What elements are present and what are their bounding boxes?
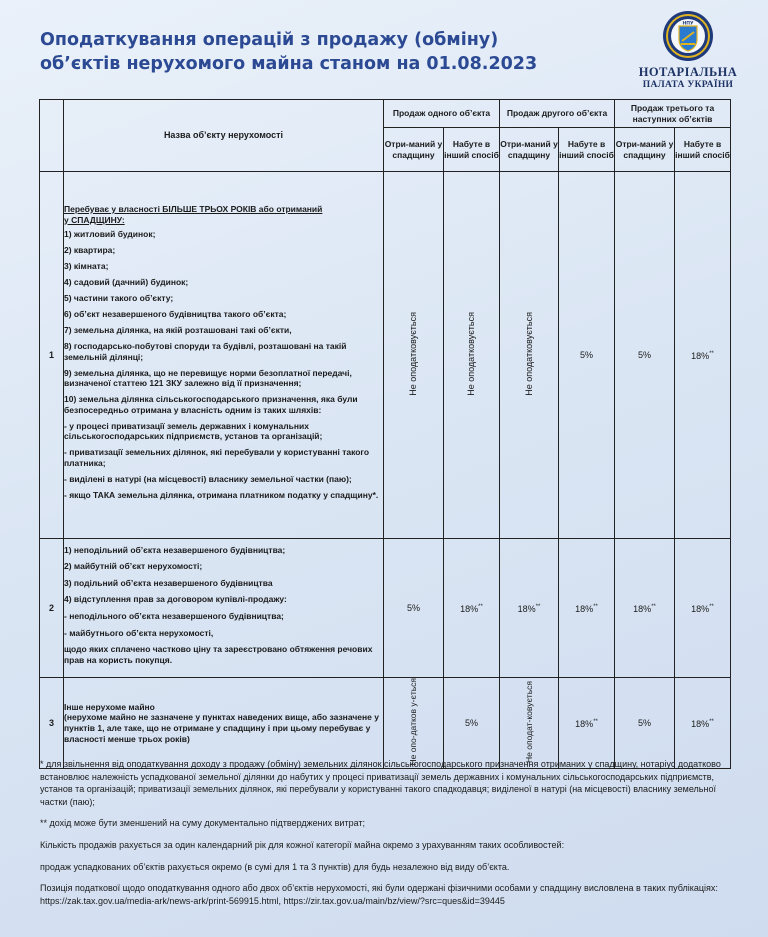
list-item: 3) подільний об’єкта незавершеного будівництва (64, 577, 273, 588)
row-lead (64, 204, 383, 229)
list-item: - у процесі приватизації земель державних і комунальних сільськогосподарських підприємств, установ та організацій; (64, 420, 323, 442)
header-group-second: Продаж другого об’єкта (500, 100, 615, 128)
value-text: Не оподатковується (523, 311, 534, 396)
value-sup: ** (651, 603, 656, 610)
value-cell (500, 539, 559, 678)
value-text: Не опо-датков у-ється (408, 678, 418, 766)
list-item: 5) частини такого об’єкту; (64, 293, 174, 304)
value-cell (615, 539, 675, 678)
value-cell: 5% (615, 678, 675, 769)
row-number: 1 (40, 172, 64, 539)
list-item: - неподільного об’єкта незавершеного будівництва; (64, 611, 284, 621)
value-text: 18% (691, 718, 710, 729)
list-item: 4) відступлення прав за договором купівлі-продажу: (64, 594, 287, 605)
value-cell: 5% (384, 539, 444, 678)
list-item: щодо яких сплачено частково ціну та зареєстровано обтяження речових прав на користь покупця. (64, 644, 373, 665)
table-row (40, 172, 731, 539)
value-text: 18% (517, 603, 536, 614)
emblem-text: НПУ (682, 21, 694, 27)
header-object-name: Назва об’єкту нерухомості (64, 100, 384, 172)
value-cell (444, 172, 500, 539)
list-item: 1) неподільний об’єкта незавершеного будівництва; (64, 544, 286, 555)
list-item: 6) об’єкт незавершеного будівництва такого об’єкта; (64, 309, 287, 320)
value-sup: ** (593, 603, 598, 610)
value-cell (675, 172, 731, 539)
footnotes (40, 758, 730, 916)
value-text: 18% (460, 603, 479, 614)
list-item: 8) господарсько-побутові споруди та будівлі, розташовані на такій земельній ділянці; (64, 341, 347, 362)
value-cell (559, 678, 615, 769)
row-lead-a: Перебуває у власності БІЛЬШЕ ТРЬОХ РОКІВ або отриманий (64, 204, 323, 215)
table-row (40, 539, 731, 678)
list-item: - якщо ТАКА земельна ділянка, отримана платником податку у спадщину*. (64, 489, 379, 500)
value-cell (559, 539, 615, 678)
list-item: - приватизації земельних ділянок, які перебували у користуванні такого платника; (64, 447, 370, 469)
value-text: 18% (691, 603, 710, 614)
row-number: 2 (40, 539, 64, 678)
value-cell: 5% (559, 172, 615, 539)
value-cell (675, 539, 731, 678)
value-text: 18% (575, 603, 594, 614)
subheader-inherited: Отри-маний у спадщину (384, 128, 444, 172)
title-line-1: Оподаткування операцій з продажу (обміну) (40, 30, 499, 50)
row-item-list (64, 545, 383, 666)
value-sup: ** (478, 603, 483, 610)
value-text: Не оподат-ковується (523, 680, 534, 763)
subheader-other: Набуте в інший спосіб (675, 128, 731, 172)
org-name-line-1: НОТАРІАЛЬНА (638, 65, 738, 79)
value-sup: ** (535, 603, 541, 610)
footnote-expenses: ** дохід може бути зменшений на суму документально підтверджених витрат; (40, 818, 366, 829)
list-item: 7) земельна ділянка, на якій розташовані такі об’єкти, (64, 325, 292, 336)
header-group-first: Продаж одного об’єкта (384, 100, 500, 128)
row-items (64, 539, 384, 678)
value-text: Не оподатковується (408, 311, 418, 396)
header-group-third: Продаж третього та наступних об’єктів (615, 100, 731, 128)
row-items (64, 172, 384, 539)
row-line-1: Інше нерухоме майно (64, 701, 155, 712)
list-item: 2) майбутній об’єкт нерухомості; (64, 561, 203, 572)
list-item: 3) кімната; (64, 261, 109, 272)
org-name-line-2: ПАЛАТА УКРАЇНИ (642, 80, 734, 90)
value-text: 18% (633, 603, 652, 614)
value-cell (444, 539, 500, 678)
list-item: 1) житловий будинок; (64, 229, 156, 240)
list-item: 10) земельна ділянка сільськогосподарського призначення, яка були безпосередньо отримана у власність одним із таких шляхів: (64, 394, 358, 415)
footnote-inherited-land: * для звільнення від оподаткування доходу з продажу (обміну) земельних ділянок сільськогосподарського призначення отриманих у спадщину, нотаріус додатково встановлює належність успадкованої земельної ділянки до набутих у процесі приватизації земель державних і комунальних сільськогосподарських підприємств, установ та організацій; приватизації земельних ділянок, які перебували у користуванні такого спадкодавця; виділеної в натурі (на місцевості) власнику земельної частки (паю); (40, 759, 721, 807)
row-line-2: (нерухоме майно не зазначене у пунктах наведених вище, або зазначене у пунктів 1, але таке, що не отримане у спадщину і при цьому перебуває у власності менше трьох років) (64, 712, 379, 744)
row-number: 3 (40, 678, 64, 769)
value-text: 18% (575, 718, 594, 729)
value-cell (675, 678, 731, 769)
value-sup: ** (709, 603, 714, 610)
notary-chamber-logo (632, 10, 744, 90)
list-item: - виділені в натурі (на місцевості) власнику земельної частки (паю); (64, 474, 352, 484)
value-sup: ** (593, 718, 598, 725)
value-cell (384, 172, 444, 539)
page-title (40, 28, 560, 76)
value-cell: 5% (615, 172, 675, 539)
list-item: 2) квартира; (64, 245, 116, 256)
value-cell: 5% (444, 678, 500, 769)
list-item: 9) земельна ділянка, що не перевищує норми безоплатної передачі, визначеної статтею 121 ЗКУ залежно від її призначення; (64, 367, 352, 389)
subheader-inherited: Отри-маний у спадщину (500, 128, 559, 172)
value-cell (500, 678, 559, 769)
note-tax-position: Позиція податкової щодо оподаткування одного або двох об’єктів нерухомості, які були одержані фізичними особами у спадщину висловлена в таких публікаціях: https://zak.tax.gov.ua/media-ark/news-ark/print-569915.html, https://zir.tax.gov.ua/main/bz/view/?src=ques&id=39445 (40, 883, 718, 906)
value-text: Не оподатковується (466, 311, 476, 396)
notary-emblem-icon (662, 10, 714, 62)
value-text: 18% (691, 350, 710, 361)
row-lead-b: у СПАДЩИНУ: (64, 214, 125, 225)
title-line-2: об’єктів нерухомого майна станом на 01.08.2023 (40, 54, 538, 74)
note-inherited-objects: продаж успадкованих об’єктів рахується окремо (в сумі для 1 та 3 пунктів) для будь незалежно від виду об’єкта. (40, 861, 510, 872)
value-sup: ** (709, 718, 714, 725)
subheader-inherited: Отри-маний у спадщину (615, 128, 675, 172)
subheader-other: Набуте в інший спосіб (559, 128, 615, 172)
row-item-list (64, 229, 383, 500)
row-items (64, 678, 384, 769)
table-header-row (40, 100, 731, 128)
subheader-other: Набуте в інший спосіб (444, 128, 500, 172)
table-row (40, 678, 731, 769)
note-sales-count: Кількість продажів рахується за один календарний рік для кожної категорії майна окремо з урахуванням таких особливостей: (40, 839, 565, 850)
list-item: - майбутнього об’єкта нерухомості, (64, 627, 214, 638)
header-number-cell (40, 100, 64, 172)
value-cell (384, 678, 444, 769)
tax-table (39, 99, 731, 769)
value-sup: ** (709, 350, 714, 357)
list-item: 4) садовий (дачний) будинок; (64, 277, 189, 288)
value-cell (500, 172, 559, 539)
